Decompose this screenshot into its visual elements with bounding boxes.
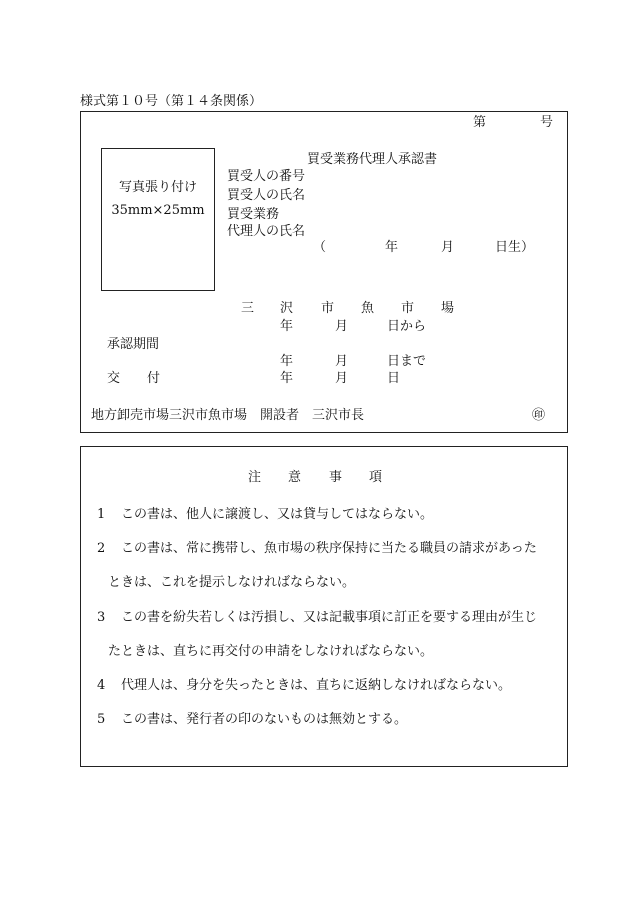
note-number: 4	[97, 678, 106, 693]
issue-day: 日	[387, 371, 401, 386]
notes-heading-char: 注	[248, 470, 262, 485]
note-number: 3	[97, 610, 106, 625]
birth-month: 月	[441, 240, 455, 255]
notes-heading-char: 事	[329, 470, 343, 485]
form-number-label: 様式第１０号（第１４条関係）	[80, 94, 263, 109]
market-char: 沢	[280, 301, 294, 316]
note-text: 代理人は、身分を失ったときは、直ちに返納しなければならない。	[121, 678, 512, 693]
period-to-day: 日まで	[387, 354, 427, 369]
photo-label: 写真張り付け	[118, 180, 197, 195]
issue-label-2: 付	[147, 371, 161, 386]
issue-month: 月	[335, 371, 349, 386]
issue-year: 年	[280, 371, 294, 386]
note-text-continued: ときは、これを提示しなければならない。	[108, 575, 356, 590]
field-buyer-business: 買受業務	[227, 207, 280, 222]
note-number: 2	[97, 541, 106, 556]
note-text: この書は、常に携帯し、魚市場の秩序保持に当たる職員の請求があった	[121, 541, 537, 556]
period-from-month: 月	[335, 319, 349, 334]
period-to-month: 月	[335, 354, 349, 369]
field-agent-name: 代理人の氏名	[227, 224, 306, 239]
period-from-day: 日から	[387, 319, 427, 334]
photo-size: 35mm×25mm	[111, 203, 205, 218]
birth-year: 年	[385, 240, 399, 255]
notes-heading-char: 項	[369, 470, 383, 485]
field-buyer-number: 買受人の番号	[227, 169, 306, 184]
photo-placeholder	[101, 148, 215, 291]
birth-open-paren: （	[313, 240, 327, 255]
note-text-continued: たときは、直ちに再交付の申請をしなければならない。	[108, 644, 434, 659]
market-char: 市	[401, 301, 415, 316]
field-buyer-name: 買受人の氏名	[227, 188, 306, 203]
birth-day: 日生）	[495, 240, 535, 255]
issuer-footer: 地方卸売市場三沢市魚市場 開設者 三沢市長	[91, 408, 365, 423]
market-char: 場	[441, 301, 455, 316]
seal-mark: ㊞	[532, 408, 546, 423]
note-text: この書は、他人に譲渡し、又は貸与してはならない。	[121, 507, 434, 522]
market-char: 三	[241, 301, 255, 316]
note-number: 5	[97, 712, 106, 727]
period-from-year: 年	[280, 319, 294, 334]
card-title: 買受業務代理人承認書	[307, 152, 438, 167]
note-number: 1	[97, 507, 106, 522]
notes-heading-char: 意	[288, 470, 302, 485]
market-char: 魚	[361, 301, 375, 316]
period-to-year: 年	[280, 354, 294, 369]
note-text: この書は、発行者の印のないものは無効とする。	[121, 712, 408, 727]
note-text: この書を紛失若しくは汚損し、又は記載事項に訂正を要する理由が生じ	[121, 610, 538, 625]
approval-period-label: 承認期間	[107, 337, 160, 352]
card-number-suffix: 号	[540, 115, 554, 130]
issue-label-1: 交	[107, 371, 121, 386]
card-number-prefix: 第	[473, 115, 487, 130]
approval-card	[80, 111, 568, 433]
market-char: 市	[321, 301, 335, 316]
notes-box	[80, 446, 568, 767]
